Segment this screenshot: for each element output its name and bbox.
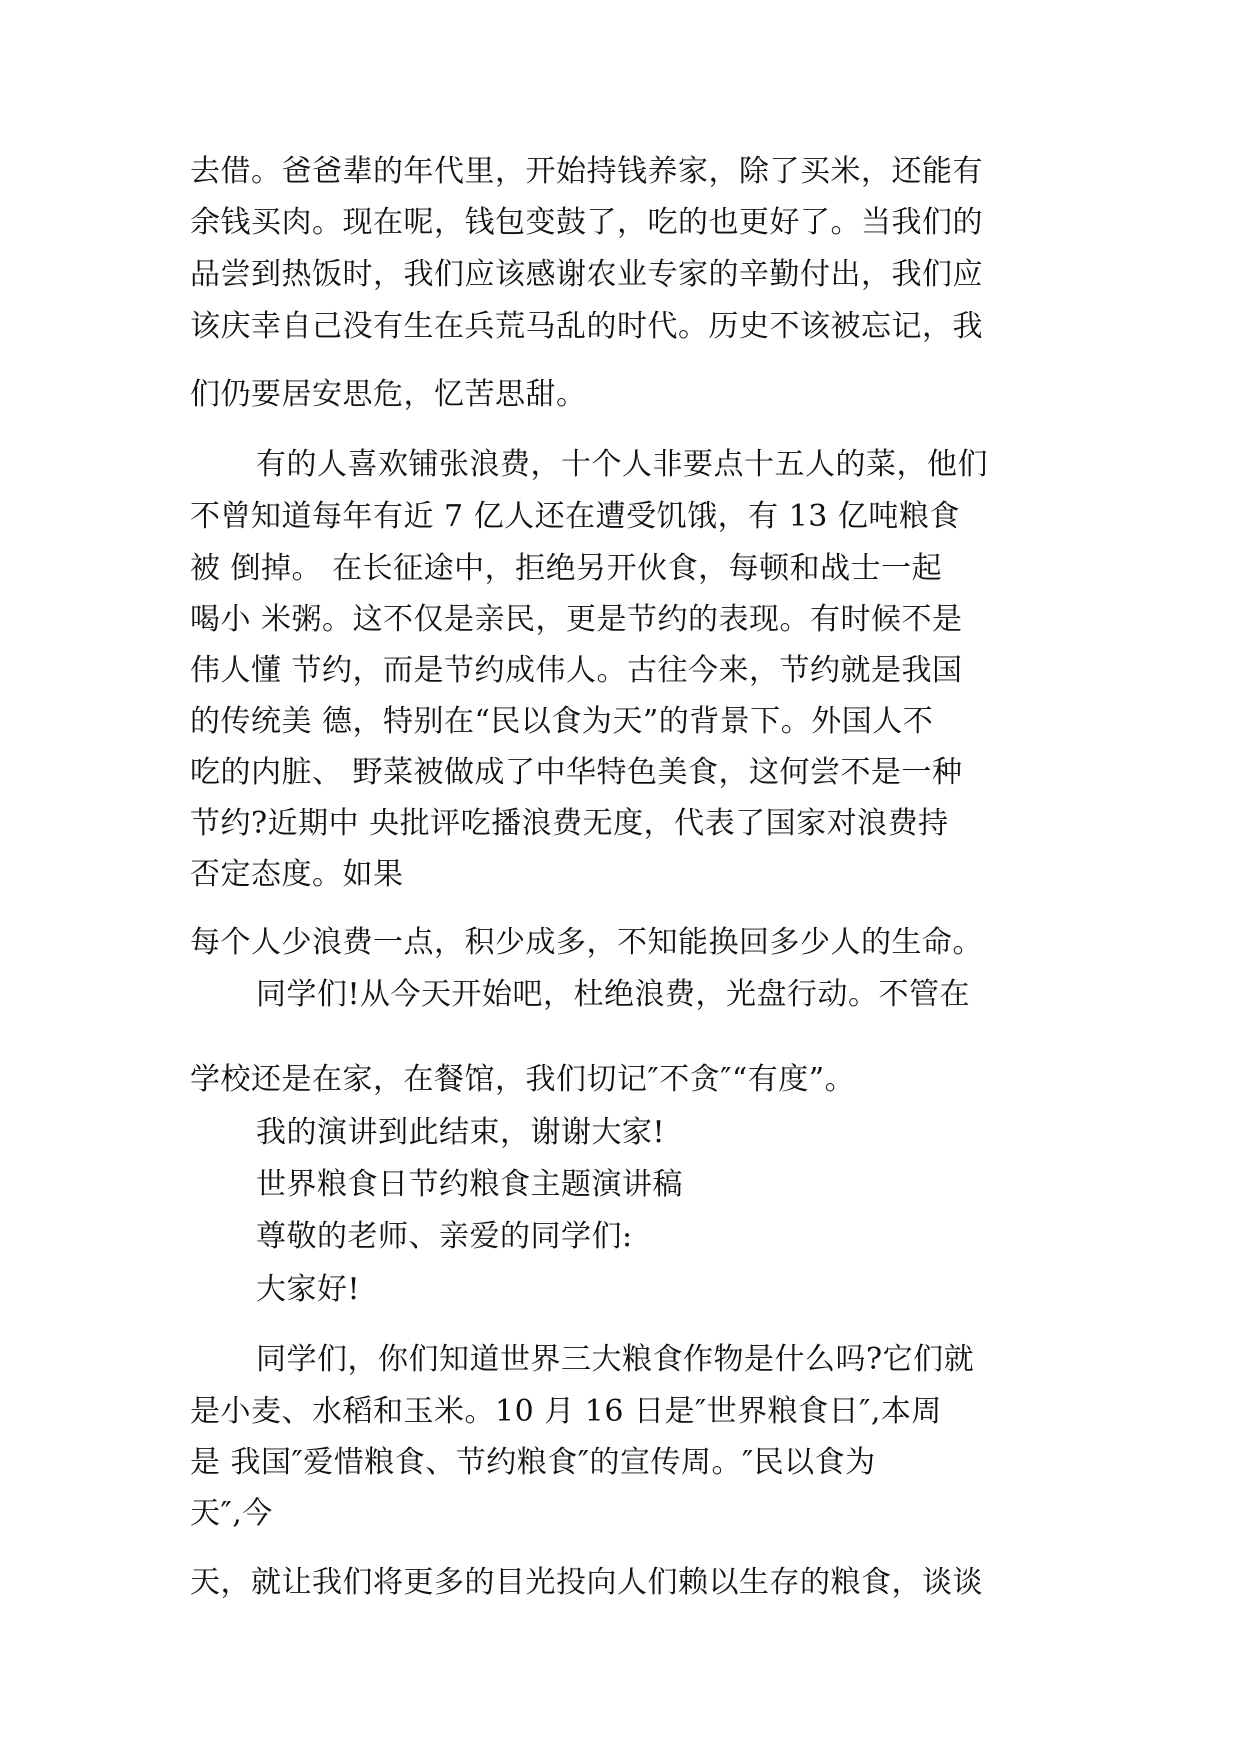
text-line: 该庆幸自己没有生在兵荒马乱的时代。历史不该被忘记，我 [190, 309, 983, 344]
text-line: 去借。爸爸辈的年代里，开始持钱养家，除了买米，还能有 [190, 154, 983, 189]
text-line: 大家好! [256, 1272, 361, 1307]
text-line: 每个人少浪费一点，积少成多，不知能换回多少人的生命。 [190, 925, 983, 960]
speech-title: 世界粮食日节约粮食主题演讲稿 [256, 1167, 683, 1202]
text-line: 是小麦、水稻和玉米。10 月 16 日是″世界粮食日″,本周 [190, 1394, 942, 1429]
text-line: 们仍要居安思危，忆苦思甜。 [190, 377, 587, 412]
text-line: 有的人喜欢铺张浪费，十个人非要点十五人的菜，他们 [256, 447, 988, 482]
text-line: 我的演讲到此结束，谢谢大家! [256, 1115, 666, 1150]
text-line: 尊敬的老师、亲爱的同学们: [256, 1219, 633, 1254]
text-line: 否定态度。如果 [190, 857, 404, 892]
text-line: 学校还是在家，在餐馆，我们切记″不贪″“有度”。 [190, 1062, 856, 1097]
text-line: 的传统美 德，特别在“民以食为天”的背景下。外国人不 [190, 704, 934, 739]
text-line: 不曾知道每年有近 7 亿人还在遭受饥饿，有 13 亿吨粮食 [190, 499, 960, 534]
text-line: 同学们!从今天开始吧，杜绝浪费，光盘行动。不管在 [256, 977, 971, 1012]
text-line: 吃的内脏、 野菜被做成了中华特色美食，这何尝不是一种 [190, 755, 963, 790]
text-line: 天″,今 [190, 1496, 273, 1531]
text-line: 节约?近期中 央批评吃播浪费无度，代表了国家对浪费持 [190, 806, 949, 841]
text-line: 是 我国″爱惜粮食、节约粮食″的宣传周。″民以食为 [190, 1445, 876, 1480]
text-line: 品尝到热饭时，我们应该感谢农业专家的辛勤付出，我们应 [190, 257, 983, 292]
text-line: 同学们，你们知道世界三大粮食作物是什么吗?它们就 [256, 1342, 975, 1377]
text-line: 伟人懂 节约，而是节约成伟人。古往今来，节约就是我国 [190, 653, 963, 688]
text-line: 天，就让我们将更多的目光投向人们赖以生存的粮食，谈谈 [190, 1565, 983, 1600]
text-line: 被 倒掉。 在长征途中，拒绝另开伙食，每顿和战士一起 [190, 551, 943, 586]
text-line: 余钱买肉。现在呢，钱包变鼓了，吃的也更好了。当我们的 [190, 205, 983, 240]
text-line: 喝小 米粥。这不仅是亲民，更是节约的表现。有时候不是 [190, 602, 963, 637]
